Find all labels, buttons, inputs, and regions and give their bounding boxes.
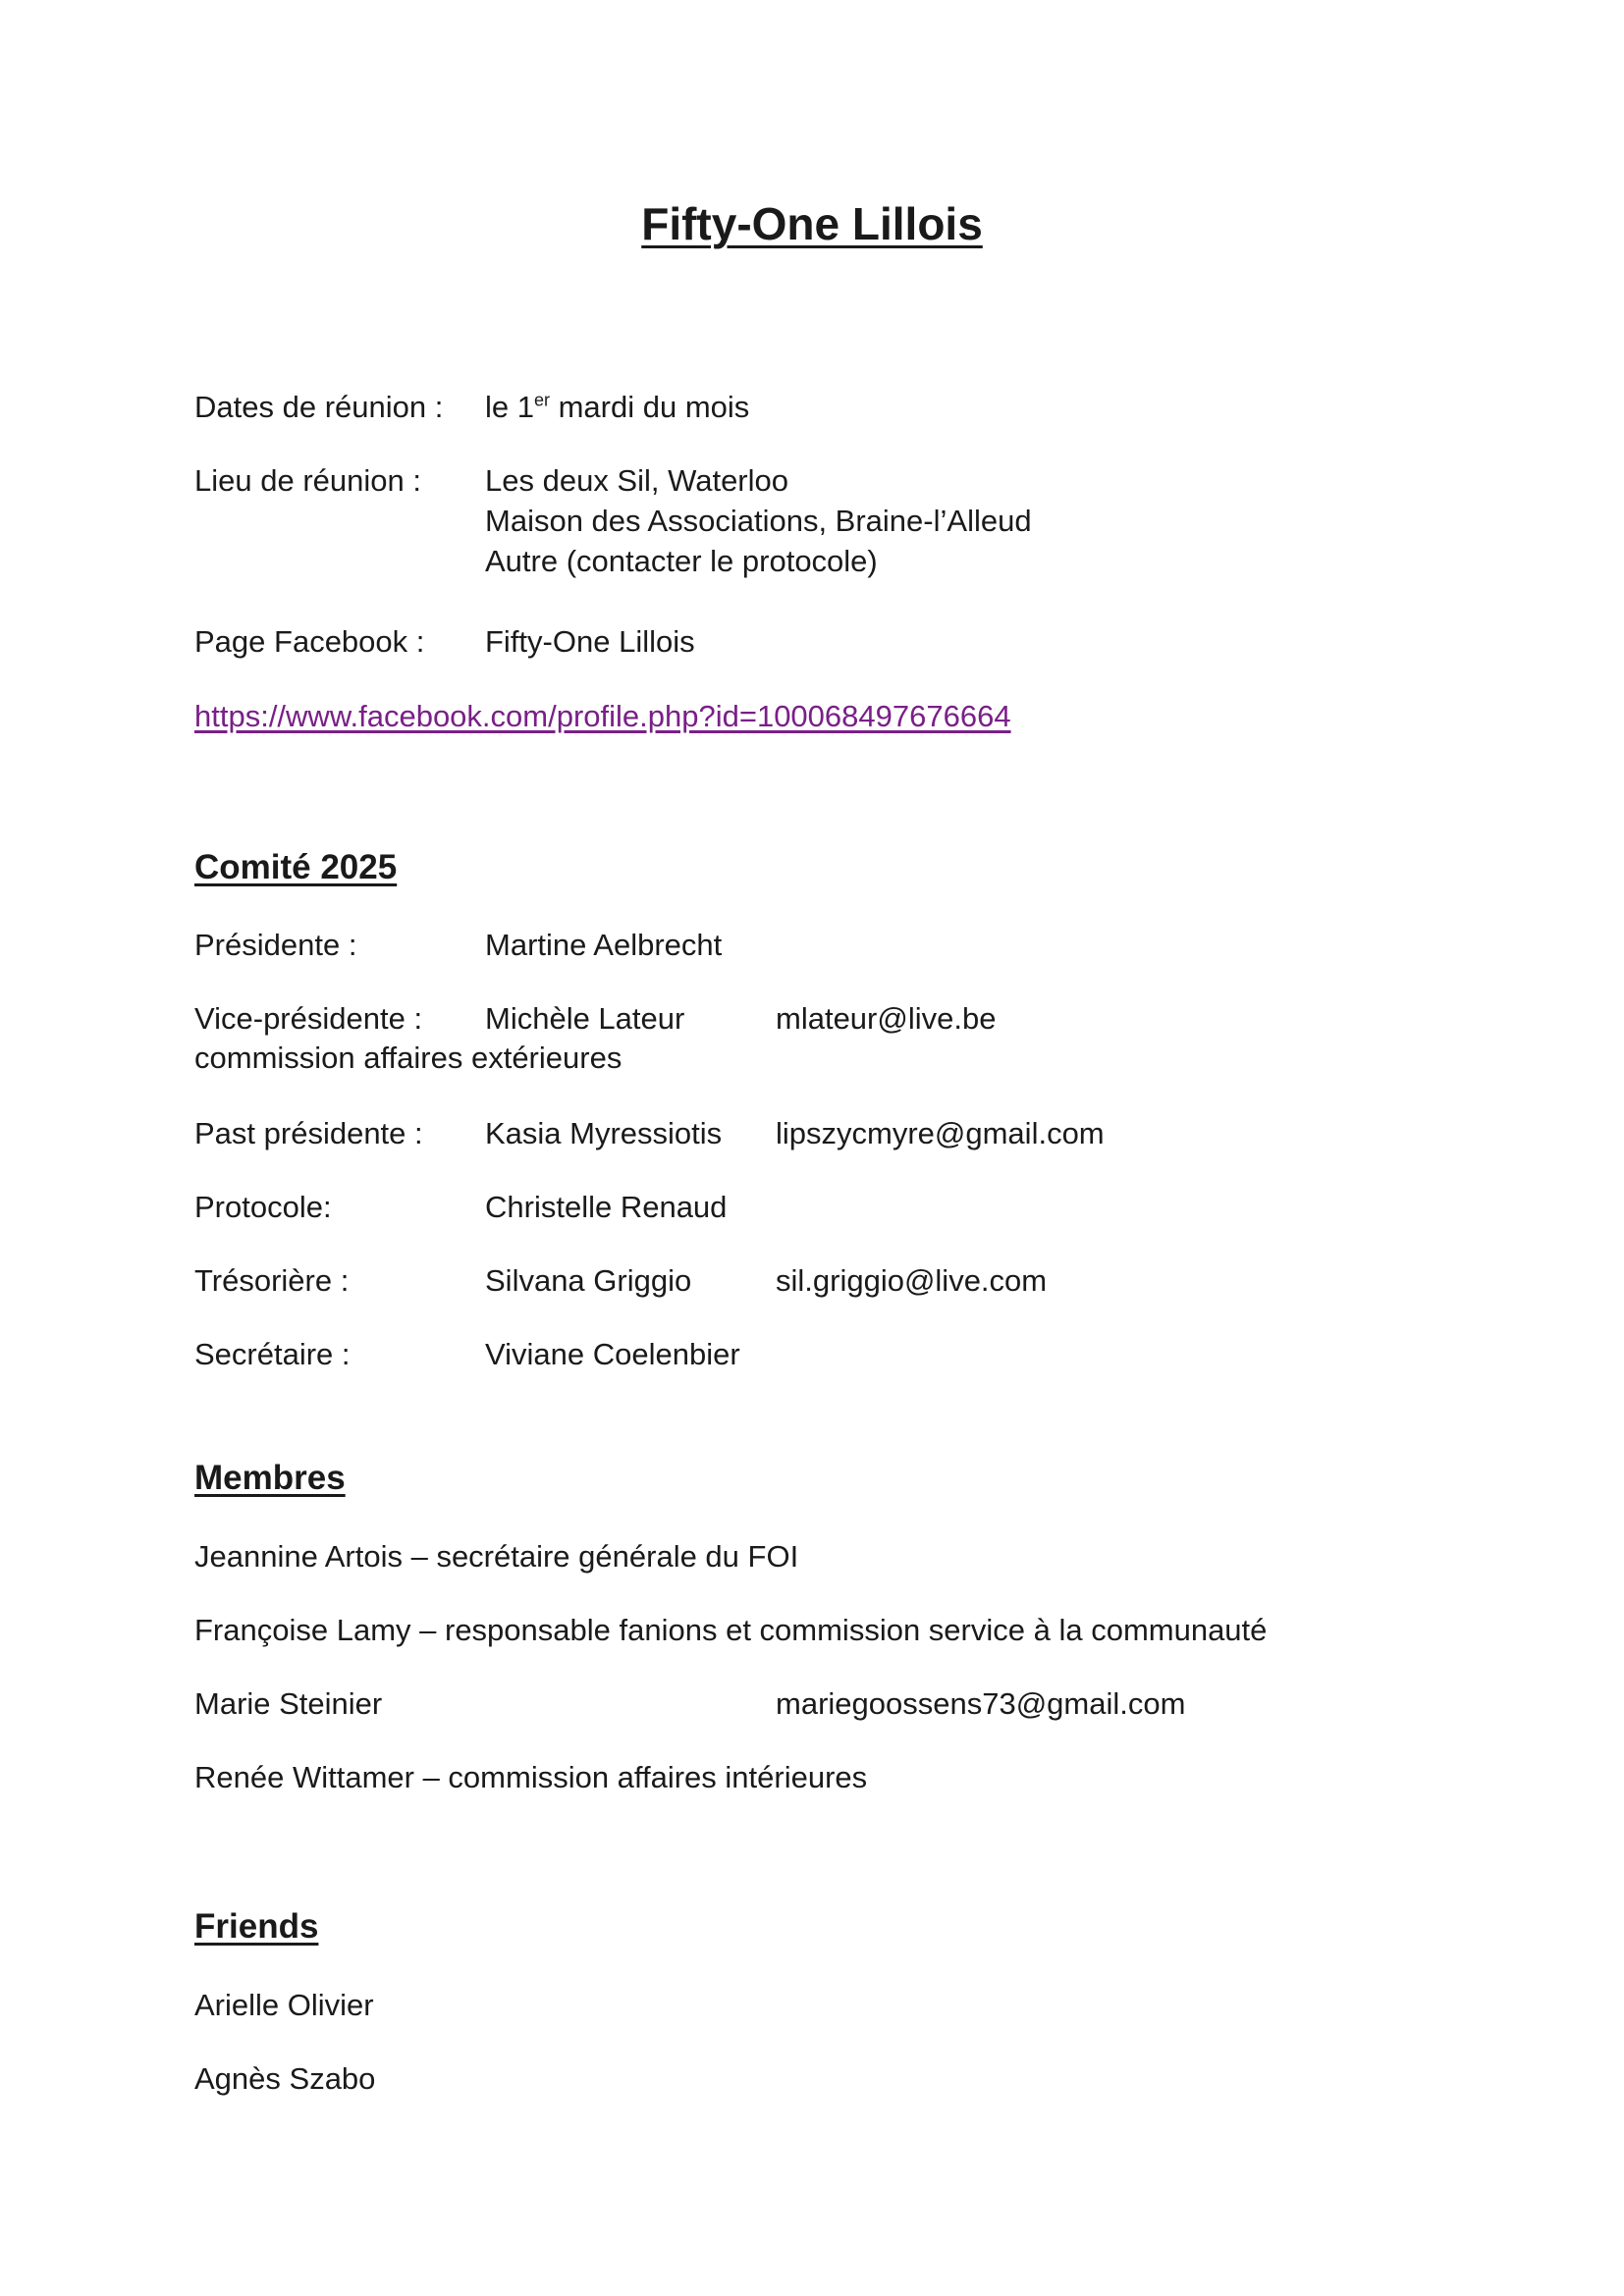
comite-name: Martine Aelbrecht: [485, 928, 723, 962]
comite-name: Michèle Lateur: [485, 1001, 685, 1036]
facebook-page-name: Fifty-One Lillois: [485, 624, 695, 659]
dates-superscript: er: [533, 390, 550, 410]
membre-email: mariegoossens73@gmail.com: [776, 1686, 1186, 1721]
membre-item: Renée Wittamer – commission affaires intérieures: [194, 1760, 868, 1794]
membre-item: Marie Steinier: [194, 1686, 383, 1721]
lieu-line: Les deux Sil, Waterloo: [485, 463, 789, 498]
lieu-line: Autre (contacter le protocole): [485, 544, 878, 578]
comite-heading: Comité 2025: [194, 848, 398, 886]
membre-item: Jeannine Artois – secrétaire générale du FOI: [194, 1539, 799, 1574]
dates-label: Dates de réunion :: [194, 390, 444, 424]
friend-item: Arielle Olivier: [194, 1988, 374, 2022]
comite-email: mlateur@live.be: [776, 1001, 997, 1036]
lieu-label: Lieu de réunion :: [194, 463, 421, 498]
comite-email: lipszycmyre@gmail.com: [776, 1116, 1105, 1150]
membres-heading: Membres: [194, 1459, 346, 1497]
page-title: Fifty-One Lillois: [641, 198, 983, 249]
comite-role-extra: commission affaires extérieures: [194, 1041, 623, 1075]
facebook-link[interactable]: https://www.facebook.com/profile.php?id=100068497676664: [194, 699, 1011, 733]
comite-role: Past présidente :: [194, 1116, 423, 1150]
comite-name: Kasia Myressiotis: [485, 1116, 723, 1150]
friend-item: Agnès Szabo: [194, 2061, 376, 2096]
comite-email: sil.griggio@live.com: [776, 1263, 1048, 1298]
comite-role: Présidente :: [194, 928, 357, 962]
lieu-line: Maison des Associations, Braine-l’Alleud: [485, 504, 1032, 538]
comite-role: Vice-présidente :: [194, 1001, 423, 1036]
dates-value: le 1er mardi du mois: [485, 390, 750, 424]
membre-item: Françoise Lamy – responsable fanions et commission service à la communauté: [194, 1613, 1268, 1647]
comite-name: Silvana Griggio: [485, 1263, 692, 1298]
facebook-label: Page Facebook :: [194, 624, 425, 659]
comite-role: Protocole:: [194, 1190, 332, 1224]
comite-name: Viviane Coelenbier: [485, 1337, 740, 1371]
comite-role: Trésorière :: [194, 1263, 350, 1298]
comite-name: Christelle Renaud: [485, 1190, 728, 1224]
comite-role: Secrétaire :: [194, 1337, 351, 1371]
friends-heading: Friends: [194, 1907, 319, 1946]
